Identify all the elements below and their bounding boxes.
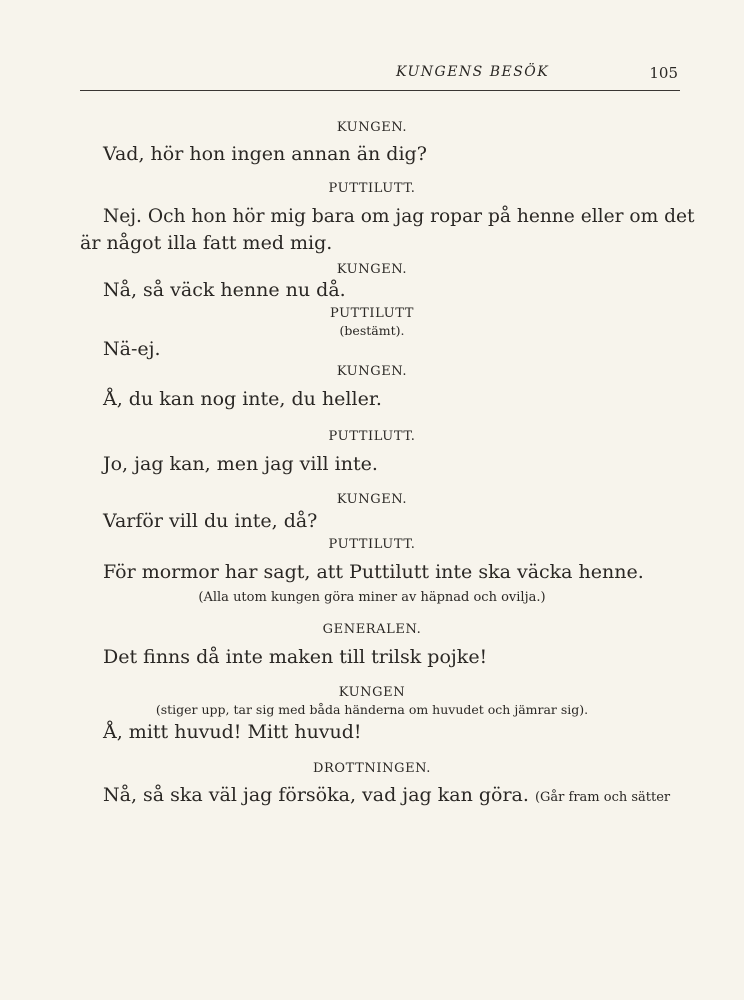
speaker-name: PUTTILUTT. <box>328 537 416 552</box>
dialogue-line: Å, du kan nog inte, du heller. <box>103 388 382 410</box>
speaker-name: KUNGEN. <box>336 492 408 507</box>
speaker-name: KUNGEN. <box>336 120 408 135</box>
stage-direction: (bestämt). <box>339 323 405 338</box>
speaker-name: PUTTILUTT. <box>328 429 416 444</box>
dialogue-line: är något illa fatt med mig. <box>80 232 333 254</box>
stage-direction: (Alla utom kungen göra miner av häpnad och ovilja.) <box>198 590 546 605</box>
speaker-name: DROTTNINGEN. <box>312 761 432 776</box>
running-header <box>80 62 680 91</box>
running-title: KUNGENS BESÖK <box>396 64 550 80</box>
dialogue-line: Det finns då inte maken till trilsk pojke! <box>103 646 488 668</box>
inline-stage-direction: (Går fram och sätter <box>534 790 671 805</box>
speaker-name: GENERALEN. <box>322 622 422 637</box>
dialogue-line: Å, mitt huvud! Mitt huvud! <box>103 721 362 743</box>
dialogue-line: För mormor har sagt, att Puttilutt inte ska väcka henne. <box>103 561 644 583</box>
dialogue-line: Nä-ej. <box>103 338 161 360</box>
page-number: 105 <box>649 64 678 82</box>
speaker-name: PUTTILUTT. <box>328 181 416 196</box>
stage-direction: (stiger upp, tar sig med båda händerna om huvudet och jämrar sig). <box>155 702 589 717</box>
speaker-name: PUTTILUTT <box>329 306 415 321</box>
dialogue-text: Nå, så ska väl jag försöka, vad jag kan göra. <box>103 784 529 806</box>
dialogue-line: Nej. Och hon hör mig bara om jag ropar på henne eller om det <box>103 206 695 227</box>
dialogue-line <box>103 784 670 806</box>
dialogue-line: Varför vill du inte, då? <box>103 510 318 532</box>
dialogue-line: Jo, jag kan, men jag vill inte. <box>103 453 378 475</box>
speaker-name: KUNGEN <box>338 685 406 700</box>
speaker-name: KUNGEN. <box>336 364 408 379</box>
dialogue-line: Vad, hör hon ingen annan än dig? <box>103 143 427 165</box>
speaker-name: KUNGEN. <box>336 262 408 277</box>
dialogue-line: Nå, så väck henne nu då. <box>103 279 346 301</box>
